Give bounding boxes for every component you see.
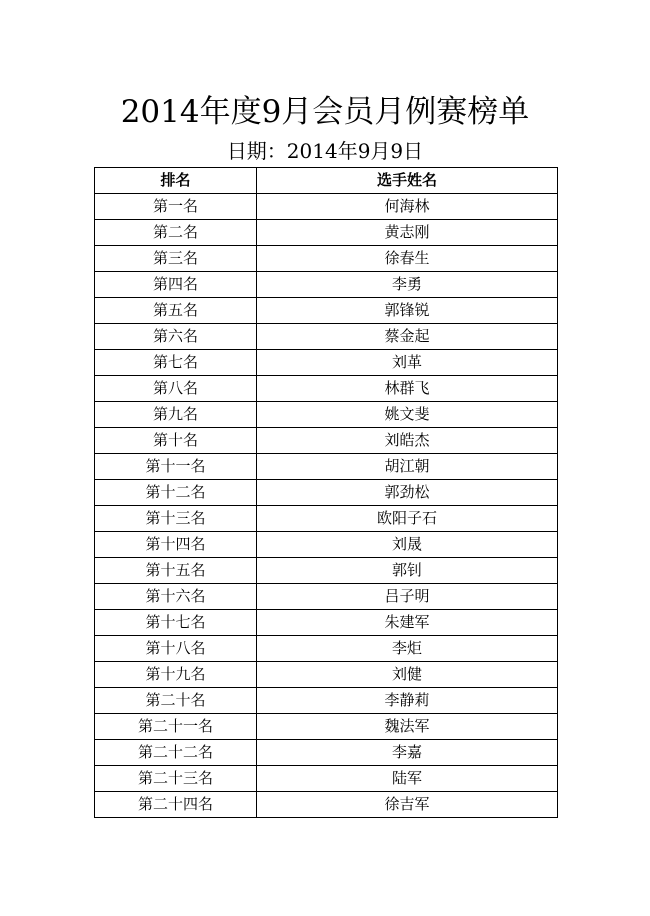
player-name-cell: 胡江朝	[257, 454, 558, 480]
rank-cell: 第十四名	[95, 532, 257, 558]
table-row	[95, 714, 558, 740]
table-row	[95, 272, 558, 298]
table-row	[95, 428, 558, 454]
table-row	[95, 350, 558, 376]
rank-cell: 第十五名	[95, 558, 257, 584]
column-header-player-name: 选手姓名	[257, 168, 558, 194]
rank-cell: 第五名	[95, 298, 257, 324]
player-name-cell: 何海林	[257, 194, 558, 220]
rank-cell: 第十八名	[95, 636, 257, 662]
player-name-cell: 徐春生	[257, 246, 558, 272]
table-row	[95, 662, 558, 688]
player-name-cell: 陆军	[257, 766, 558, 792]
player-name-cell: 李勇	[257, 272, 558, 298]
rank-cell: 第四名	[95, 272, 257, 298]
table-row	[95, 766, 558, 792]
player-name-cell: 刘晟	[257, 532, 558, 558]
rank-cell: 第三名	[95, 246, 257, 272]
table-row	[95, 402, 558, 428]
table-body	[95, 194, 558, 818]
date-label: 日期：2014年9月9日	[226, 139, 424, 163]
rank-cell: 第六名	[95, 324, 257, 350]
rank-cell: 第二十二名	[95, 740, 257, 766]
rank-cell: 第一名	[95, 194, 257, 220]
rank-cell: 第十二名	[95, 480, 257, 506]
table-row	[95, 636, 558, 662]
rank-cell: 第十三名	[95, 506, 257, 532]
column-header-rank: 排名	[95, 168, 257, 194]
player-name-cell: 林群飞	[257, 376, 558, 402]
player-name-cell: 刘革	[257, 350, 558, 376]
table-row	[95, 792, 558, 818]
table-row	[95, 246, 558, 272]
table-row	[95, 558, 558, 584]
player-name-cell: 李炬	[257, 636, 558, 662]
rank-cell: 第十九名	[95, 662, 257, 688]
rank-cell: 第八名	[95, 376, 257, 402]
player-name-cell: 黄志刚	[257, 220, 558, 246]
player-name-cell: 李静莉	[257, 688, 558, 714]
player-name-cell: 徐吉军	[257, 792, 558, 818]
table-header-row	[95, 168, 558, 194]
table-row	[95, 480, 558, 506]
table-row	[95, 324, 558, 350]
player-name-cell: 郭锋锐	[257, 298, 558, 324]
player-name-cell: 郭劲松	[257, 480, 558, 506]
table-row	[95, 506, 558, 532]
rank-cell: 第二十一名	[95, 714, 257, 740]
player-name-cell: 蔡金起	[257, 324, 558, 350]
page-title: 2014年度9月会员月例赛榜单	[120, 94, 530, 130]
rank-cell: 第二名	[95, 220, 257, 246]
player-name-cell: 李嘉	[257, 740, 558, 766]
rank-cell: 第十一名	[95, 454, 257, 480]
player-name-cell: 刘皓杰	[257, 428, 558, 454]
player-name-cell: 吕子明	[257, 584, 558, 610]
table-row	[95, 740, 558, 766]
rank-cell: 第二十四名	[95, 792, 257, 818]
table-row	[95, 688, 558, 714]
rank-cell: 第十名	[95, 428, 257, 454]
player-name-cell: 刘健	[257, 662, 558, 688]
table-row	[95, 454, 558, 480]
player-name-cell: 郭钊	[257, 558, 558, 584]
player-name-cell: 姚文斐	[257, 402, 558, 428]
rank-cell: 第十七名	[95, 610, 257, 636]
table-row	[95, 298, 558, 324]
table-row	[95, 584, 558, 610]
table-row	[95, 532, 558, 558]
table-row	[95, 376, 558, 402]
player-name-cell: 魏法军	[257, 714, 558, 740]
rank-cell: 第七名	[95, 350, 257, 376]
table-row	[95, 194, 558, 220]
rank-cell: 第二十名	[95, 688, 257, 714]
table-row	[95, 220, 558, 246]
rank-cell: 第九名	[95, 402, 257, 428]
table-row	[95, 610, 558, 636]
rank-cell: 第十六名	[95, 584, 257, 610]
player-name-cell: 欧阳子石	[257, 506, 558, 532]
rank-cell: 第二十三名	[95, 766, 257, 792]
ranking-table	[94, 167, 558, 818]
player-name-cell: 朱建军	[257, 610, 558, 636]
